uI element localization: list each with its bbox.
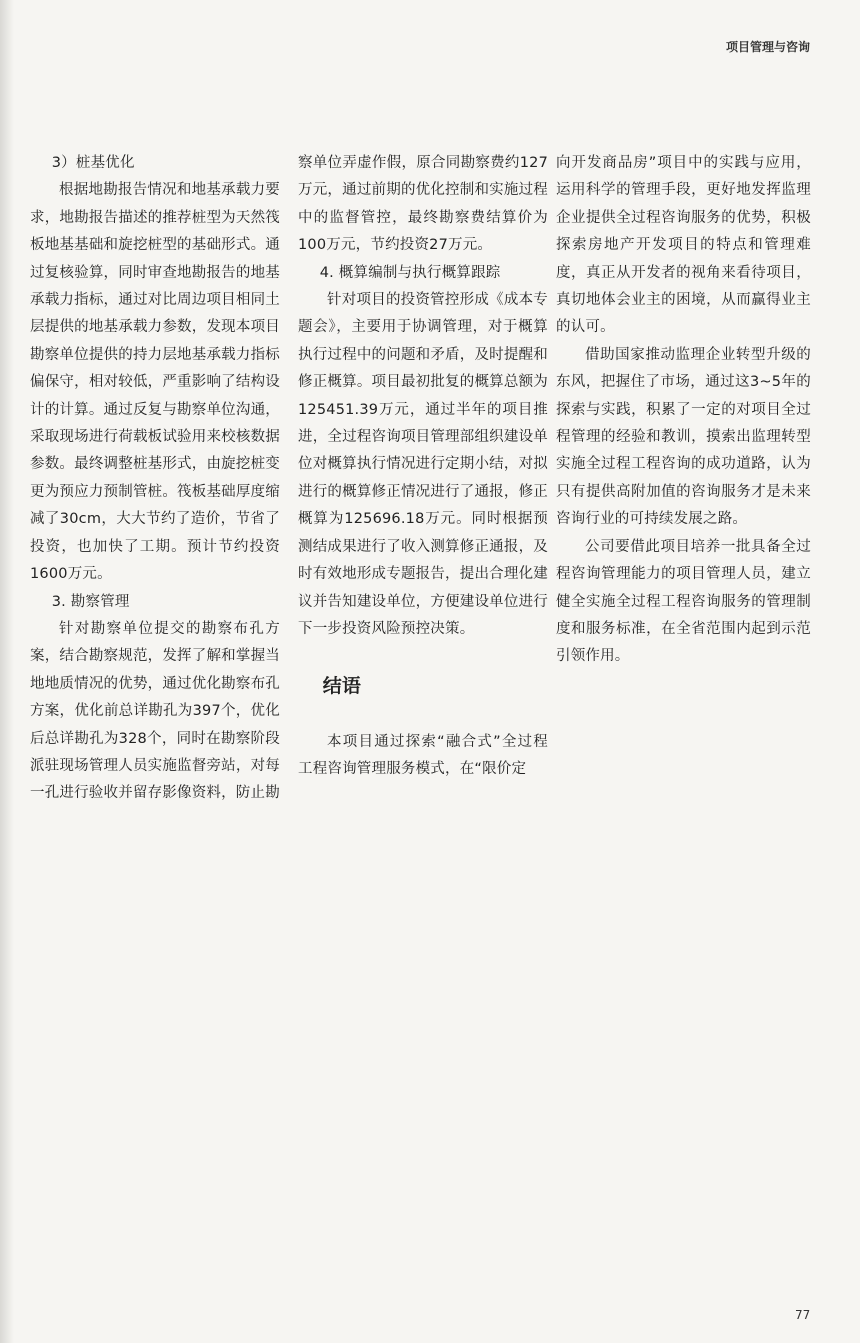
conclusion-heading: 结语 (322, 675, 362, 698)
paragraph-survey-management: 针对勘察单位提交的勘察布孔方案，结合勘察规范，发挥了解和掌握当地地质情况的优势，通过优化勘察布孔方案，优化前总详勘孔为397个，优化后总详勘孔为328个，同时在勘察阶段派驻现场管理人员实施监督旁站，对每一孔进行验收并留存影像资料，防止勘 (30, 620, 280, 802)
page-number: 77 (795, 1308, 811, 1322)
column-1 (30, 150, 280, 808)
column-2 (298, 150, 548, 784)
section-heading-survey-management: 3. 勘察管理 (51, 593, 130, 610)
running-header: 项目管理与咨询 (725, 40, 810, 54)
paragraph-conclusion-continued: 向开发商品房”项目中的实践与应用，运用科学的管理手段，更好地发挥监理企业提供全过程咨询服务的优势，积极探索房地产开发项目的特点和管理难度，真正从开发者的视角来看待项目，真切地体会业主的困境，从而赢得业主的认可。 (556, 155, 811, 336)
page-edge-shadow (0, 0, 14, 1343)
paragraph-budget: 针对项目的投资管控形成《成本专题会》，主要用于协调管理，对于概算执行过程中的问题和矛盾，及时提醒和修正概算。项目最初批复的概算总额为125451.39万元，通过半年的项目推进，全过程咨询项目管理部组织建设单位对概算执行情况进行定期小结，对拟进行的概算修正情况进行了通报，修正概算为125696.18万元。同时根据预测结成果进行了收入测算修正通报，及时有效地形成专题报告，提出合理化建议并告知建设单位，方便建设单位进行下一步投资风险预控决策。 (298, 292, 548, 637)
section-heading-budget: 4. 概算编制与执行概算跟踪 (319, 264, 501, 281)
section-heading-pile-optimization: 3）桩基优化 (51, 155, 135, 171)
paragraph-survey-continued: 察单位弄虚作假，原合同勘察费约127万元，通过前期的优化控制和实施过程中的监督管控，最终勘察费结算价为100万元，节约投资27万元。 (298, 155, 548, 254)
paragraph-transformation: 借助国家推动监理企业转型升级的东风，把握住了市场，通过这3~5年的探索与实践，积累了一定的对项目全过程管理的经验和教训，摸索出监理转型实施全过程工程咨询的成功道路，认为只有提供高附加值的咨询服务才是未来咨询行业的可持续发展之路。 (556, 346, 811, 528)
column-3 (556, 150, 811, 671)
paragraph-training: 公司要借此项目培养一批具备全过程咨询管理能力的项目管理人员，建立健全实施全过程工程咨询服务的管理制度和服务标准，在全省范围内起到示范引领作用。 (556, 538, 811, 665)
paragraph-pile-optimization: 根据地勘报告情况和地基承载力要求，地勘报告描述的推荐桩型为天然筏板地基基础和旋挖桩型的基础形式。通过复核验算，同时审查地勘报告的地基承载力指标，通过对比周边项目相同土层提供的地基承载力参数，发现本项目勘察单位提供的持力层地基承载力指标偏保守，相对较低，严重影响了结构设计的计算。通过反复与勘察单位沟通，采取现场进行荷载板试验用来校核数据参数。最终调整桩基形式，由旋挖桩变更为预应力预制管桩。筏板基础厚度缩减了30cm，大大节约了造价，节省了投资，也加快了工期。预计节约投资1600万元。 (30, 182, 280, 583)
paragraph-conclusion: 本项目通过探索“融合式”全过程工程咨询管理服务模式，在“限价定 (298, 733, 548, 778)
